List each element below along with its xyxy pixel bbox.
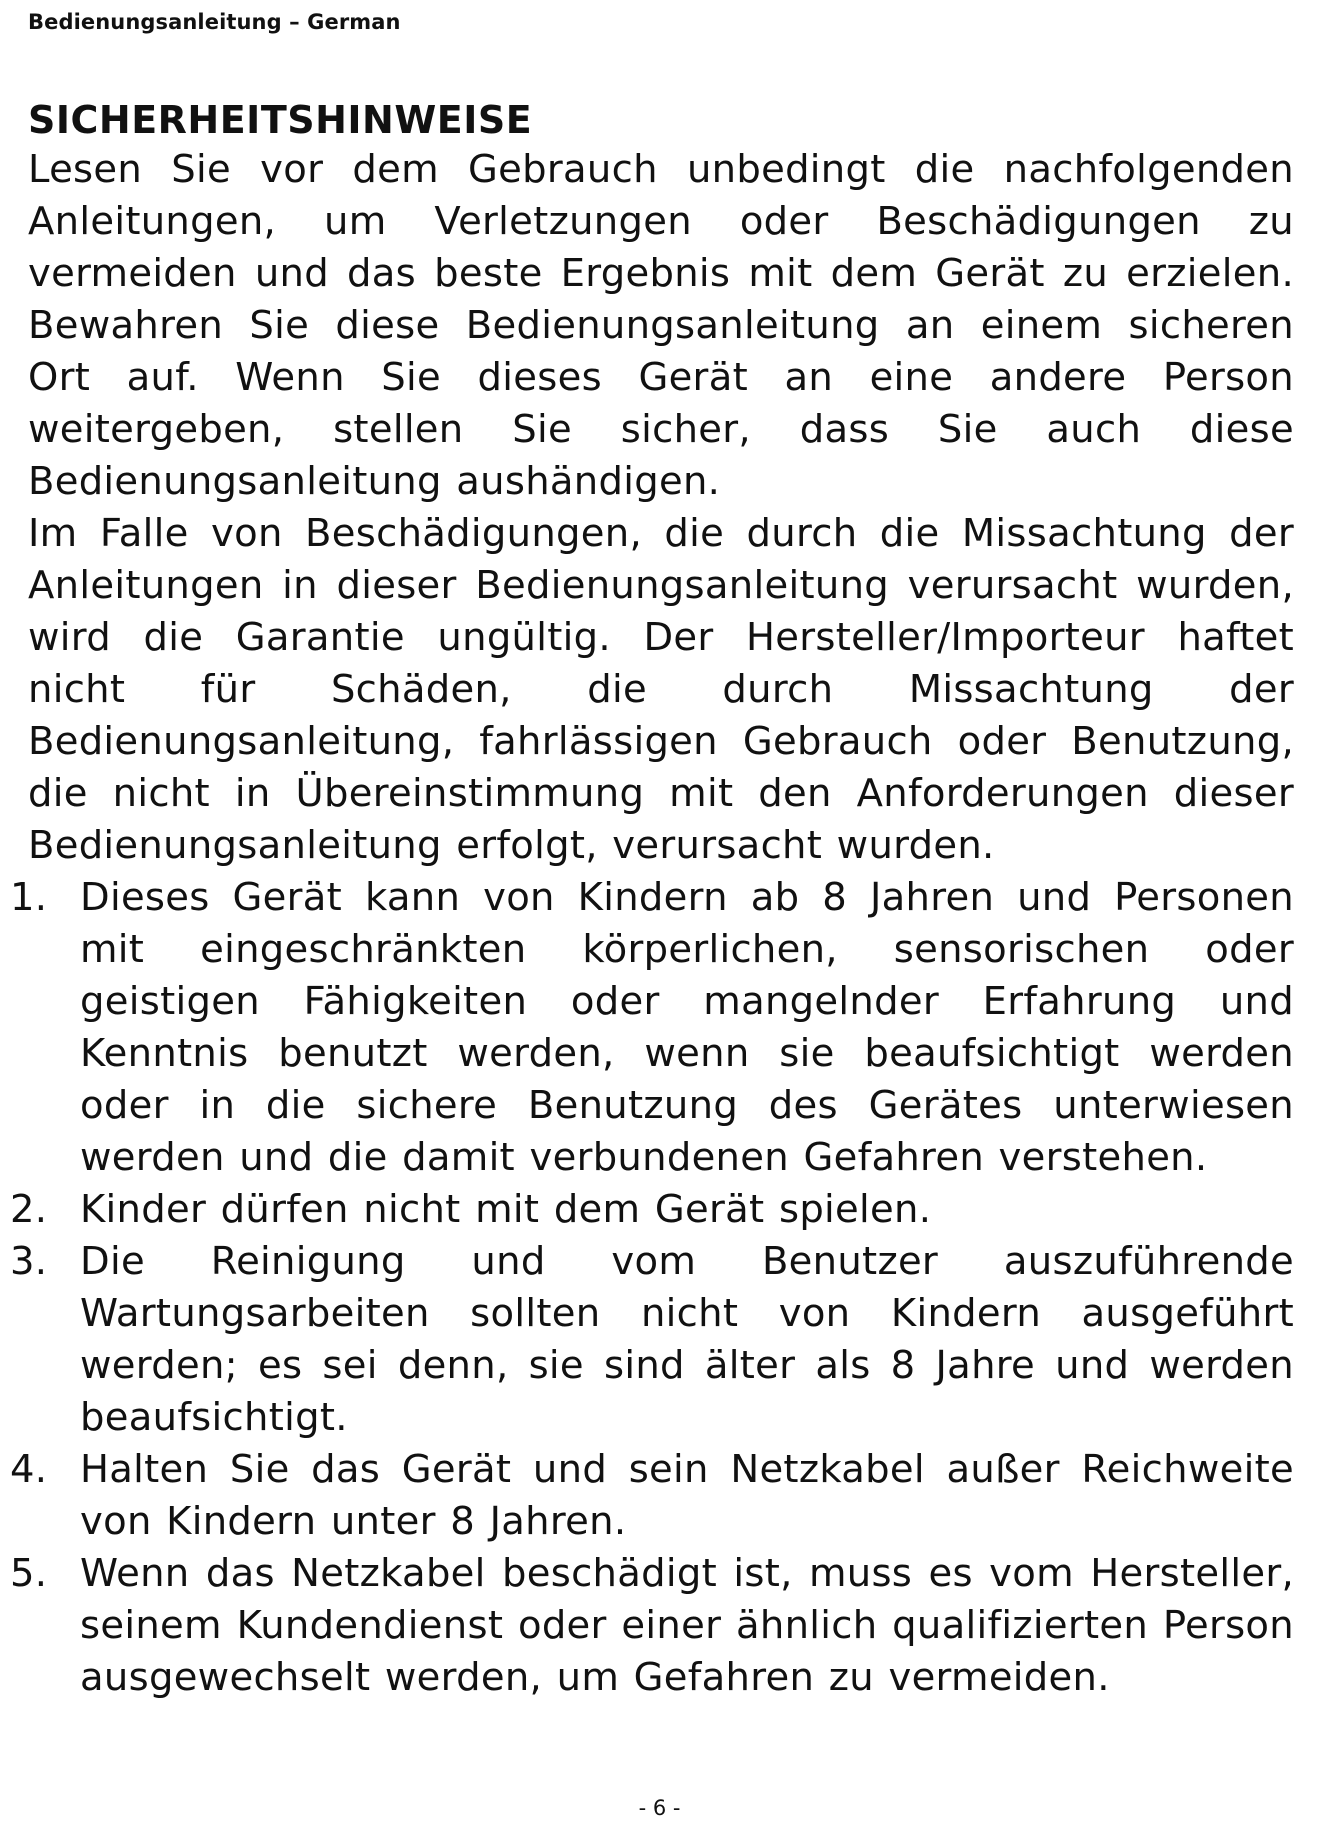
warranty-paragraph: Im Falle von Beschädigungen, die durch die Missachtung der Anleitungen in dieser Bedienungsanleitung verursacht wurden, wird die Garantie ungültig. Der Hersteller/Importeur haftet nicht für Schäden, die durch Missachtung der Bedienungsanleitung, fahrlässigen Gebrauch oder Benutzung, die nicht in Übereinstimmung mit den Anforderungen dieser Bedienungsanleitung erfolgt, verursacht wurden. xyxy=(28,511,1294,868)
section-title: SICHERHEITSHINWEISE xyxy=(28,98,533,142)
list-item-text: Halten Sie das Gerät und sein Netzkabel außer Reichweite von Kindern unter 8 Jahren. xyxy=(80,1447,1294,1544)
list-item-number: 1. xyxy=(10,875,48,920)
document-header: Bedienungsanleitung – German xyxy=(28,10,401,34)
list-item xyxy=(10,872,1294,1184)
list-item-number: 5. xyxy=(10,1551,48,1596)
list-item-text: Kinder dürfen nicht mit dem Gerät spielen. xyxy=(80,1187,932,1232)
safety-list xyxy=(10,872,1294,1704)
list-item-text: Wenn das Netzkabel beschädigt ist, muss es vom Hersteller, seinem Kundendienst oder einer ähnlich qualifizierten Person ausgewechselt werden, um Gefahren zu vermeiden. xyxy=(80,1551,1294,1700)
page-number: - 6 - xyxy=(638,1796,681,1820)
safety-section xyxy=(10,96,1294,1704)
list-item xyxy=(10,1184,1294,1236)
list-item-text: Dieses Gerät kann von Kindern ab 8 Jahren und Personen mit eingeschränkten körperlichen, sensorischen oder geistigen Fähigkeiten oder mangelnder Erfahrung und Kenntnis benutzt werden, wenn sie beaufsichtigt werden oder in die sichere Benutzung des Gerätes unterwiesen werden und die damit verbundenen Gefahren verstehen. xyxy=(80,875,1294,1180)
intro-paragraph: Lesen Sie vor dem Gebrauch unbedingt die nachfolgenden Anleitungen, um Verletzungen oder Beschädigungen zu vermeiden und das beste Ergebnis mit dem Gerät zu erzielen. Bewahren Sie diese Bedienungsanleitung an einem sicheren Ort auf. Wenn Sie dieses Gerät an eine andere Person weitergeben, stellen Sie sicher, dass Sie auch diese Bedienungsanleitung aushändigen. xyxy=(28,147,1294,504)
list-item-number: 2. xyxy=(10,1187,48,1232)
list-item-number: 4. xyxy=(10,1447,48,1492)
list-item-text: Die Reinigung und vom Benutzer auszuführende Wartungsarbeiten sollten nicht von Kindern ausgeführt werden; es sei denn, sie sind älter als 8 Jahre und werden beaufsichtigt. xyxy=(80,1239,1294,1440)
list-item-number: 3. xyxy=(10,1239,48,1284)
list-item xyxy=(10,1548,1294,1704)
list-item xyxy=(10,1444,1294,1548)
list-item xyxy=(10,1236,1294,1444)
